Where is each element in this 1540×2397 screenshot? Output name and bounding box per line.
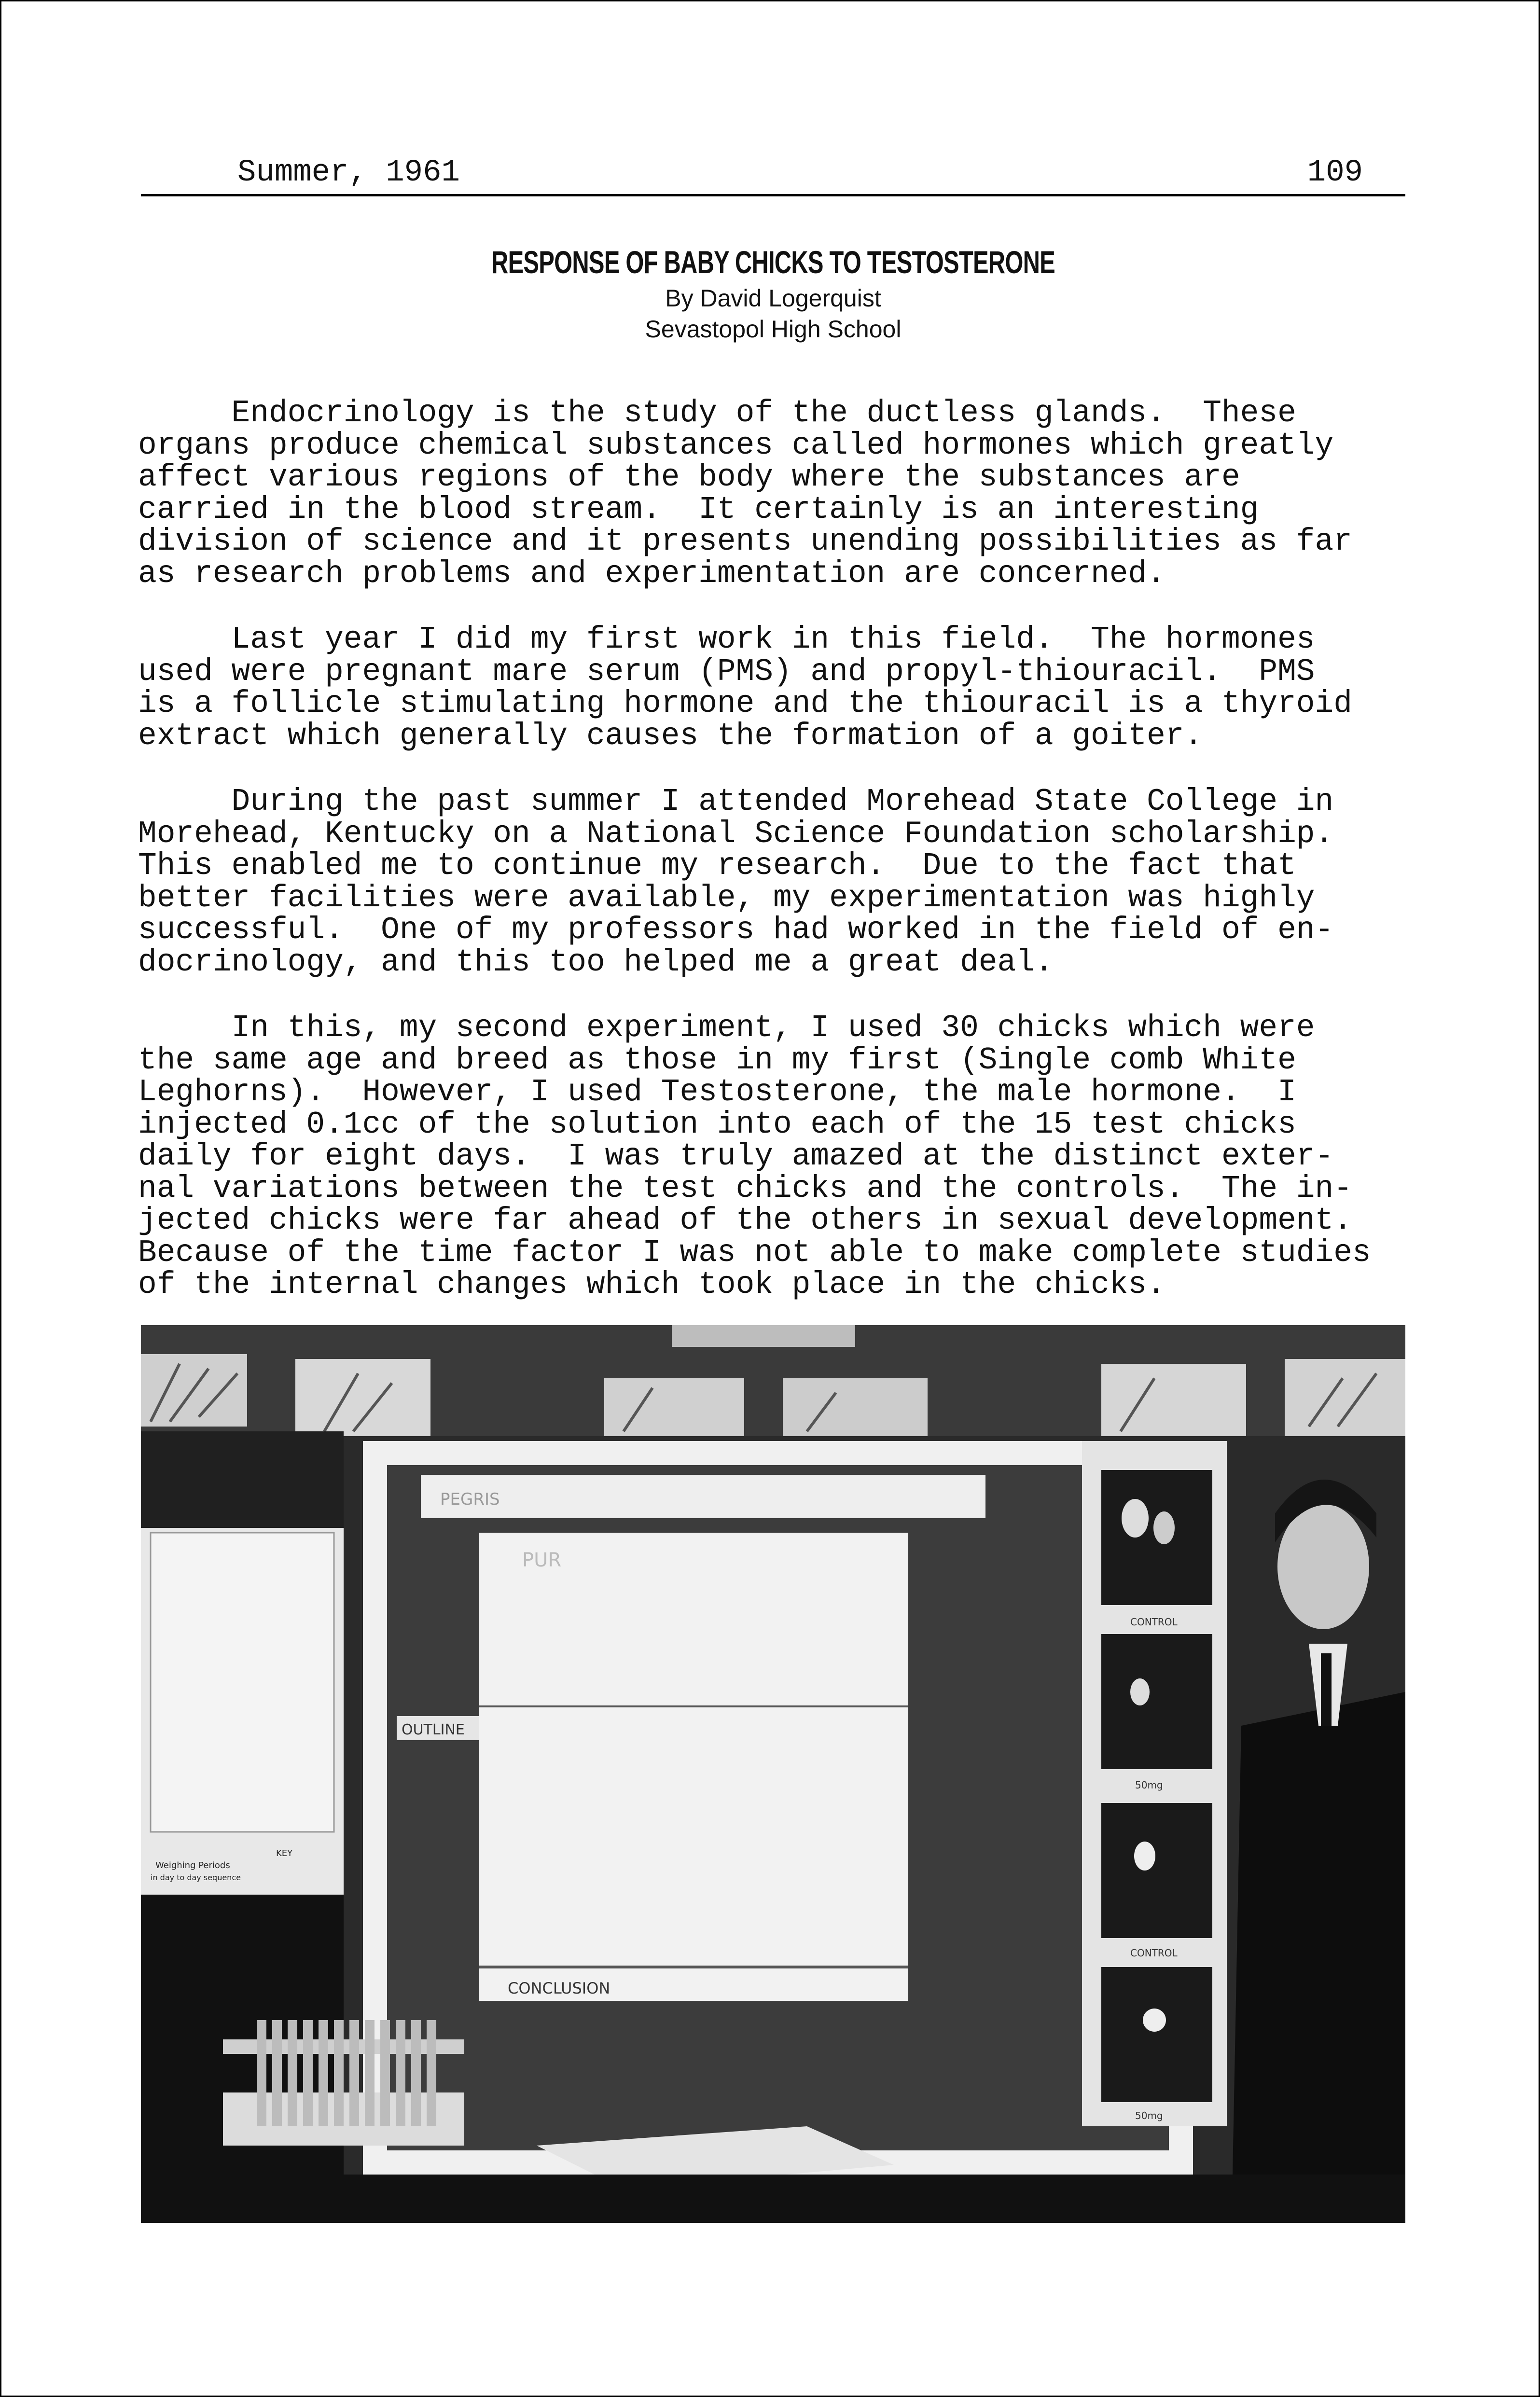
science-fair-photo xyxy=(141,1325,1405,2223)
conclusion-label: CONCLUSION xyxy=(508,1979,610,1997)
test-tube xyxy=(303,2020,313,2126)
right-panel xyxy=(1082,1441,1227,2126)
paragraph: Last year I did my first work in this field. The hormones used were pregnant mare serum (PMS) and propyl-thiouracil. PMS is a follicle stimulating hormone and the thiouracil is a thyroid extract which generally causes the formation of a goiter. xyxy=(138,622,1352,754)
test-tube xyxy=(396,2020,405,2126)
article-body xyxy=(138,398,1422,1335)
board-header: PEGRIS xyxy=(440,1490,500,1509)
test-tube xyxy=(380,2020,390,2126)
author-school: Sevastopol High School xyxy=(645,316,902,343)
left-caption-1: Weighing Periods xyxy=(155,1860,230,1870)
test-tube xyxy=(288,2020,297,2126)
panel-label: 50mg xyxy=(1135,1779,1163,1791)
paragraph: During the past summer I attended Morehead State College in Morehead, Kentucky on a National Science Foundation scholarship. This enabled me to continue my research. Due to the fact that better facilities were available, my experimentation was highly successful. One of my professors had worked in the field of en- docrinology, and this too helped me a great deal. xyxy=(138,784,1334,980)
test-tube xyxy=(427,2020,436,2126)
paragraph: In this, my second experiment, I used 30 chicks which were the same age and breed as those in my first (Single comb White Leghorns). However, I used Testosterone, the male hormone. I injected 0.1cc of the solution into each of the 15 test chicks daily for eight days. I was truly amazed at the distinct exter- nal variations between the test chicks and the controls. The in- jected chicks were far ahead of the others in sexual development. Because of the time factor I was not able to make complete studies of the internal changes which took place in the chicks. xyxy=(138,1011,1371,1302)
test-tube xyxy=(272,2020,282,2126)
test-tube xyxy=(365,2020,375,2126)
window-row xyxy=(141,1325,1405,1436)
test-tube xyxy=(257,2020,266,2126)
test-tube xyxy=(319,2020,328,2126)
test-tube xyxy=(334,2020,344,2126)
panel-label: CONTROL xyxy=(1130,1947,1178,1959)
central-board xyxy=(363,1441,1193,2175)
key-label: KEY xyxy=(276,1848,293,1858)
board-subheading: PUR xyxy=(522,1549,562,1571)
test-tube xyxy=(411,2020,421,2126)
test-tube xyxy=(349,2020,359,2126)
panel-label: 50mg xyxy=(1135,2110,1163,2121)
article-title: RESPONSE OF BABY CHICKS TO TESTOSTERONE xyxy=(491,244,1055,280)
article-title-block xyxy=(141,241,1405,345)
running-head xyxy=(141,153,1405,196)
outline-label: OUTLINE xyxy=(402,1721,465,1738)
left-caption-2: in day to day sequence xyxy=(151,1873,241,1882)
page-number: 109 xyxy=(1307,155,1363,190)
paragraph: Endocrinology is the study of the ductless glands. These organs produce chemical substances called hormones which greatly affect various regions of the body where the substances are carried in the blood stream. It certainly is an interesting division of science and it presents unending possibilities as far as research problems and experimentation are concerned. xyxy=(138,396,1352,592)
panel-label: CONTROL xyxy=(1130,1616,1178,1628)
issue-date: Summer, 1961 xyxy=(237,155,460,190)
article-byline: By David Logerquist xyxy=(665,285,881,312)
